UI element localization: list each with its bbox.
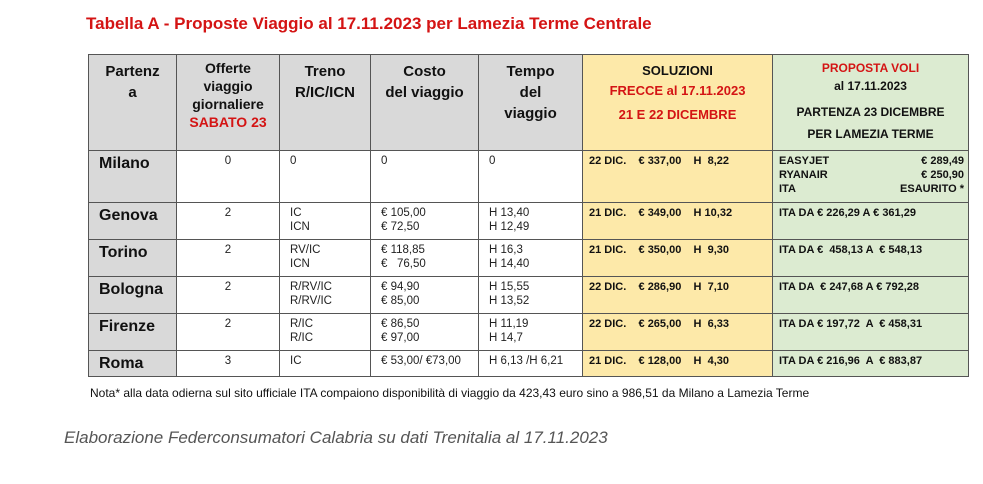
tempo-cell: 0 [479, 151, 583, 203]
soluzione-cell: 21 DIC. € 350,00 H 9,30 [583, 240, 773, 277]
tempo-cell: H 6,13 /H 6,21 [479, 351, 583, 377]
city-cell: Roma [89, 351, 177, 377]
table-row [89, 351, 969, 377]
header-voli: PROPOSTA VOLI al 17.11.2023 PARTENZA 23 DICEMBRE PER LAMEZIA TERME [773, 55, 969, 151]
treno-cell: R/IC R/IC [280, 314, 371, 351]
voli-line: EASYJET € 289,49 [779, 155, 964, 167]
costo-cell: € 105,00 € 72,50 [371, 203, 479, 240]
voli-cell: ITA DA € 458,13 A € 548,13 [773, 240, 969, 277]
tempo-cell: H 13,40 H 12,49 [479, 203, 583, 240]
soluzione-cell: 21 DIC. € 128,00 H 4,30 [583, 351, 773, 377]
tempo-cell: H 15,55 H 13,52 [479, 277, 583, 314]
table-row [89, 240, 969, 277]
offerte-cell: 0 [177, 151, 280, 203]
soluzione-cell: 21 DIC. € 349,00 H 10,32 [583, 203, 773, 240]
header-row [89, 55, 969, 151]
costo-cell: € 94,90 € 85,00 [371, 277, 479, 314]
offerte-cell: 2 [177, 277, 280, 314]
treno-cell: IC ICN [280, 203, 371, 240]
costo-cell: € 53,00/ €73,00 [371, 351, 479, 377]
costo-cell: € 86,50 € 97,00 [371, 314, 479, 351]
treno-cell: RV/IC ICN [280, 240, 371, 277]
city-cell: Milano [89, 151, 177, 203]
offerte-cell: 3 [177, 351, 280, 377]
header-costo: Costo del viaggio [371, 55, 479, 151]
header-partenza: Partenz a [89, 55, 177, 151]
voli-cell: ITA DA € 216,96 A € 883,87 [773, 351, 969, 377]
offerte-cell: 2 [177, 314, 280, 351]
treno-cell: R/RV/IC R/RV/IC [280, 277, 371, 314]
table-row [89, 151, 969, 203]
voli-line: ITA ESAURITO * [779, 183, 964, 195]
header-offerte: Offerte viaggio giornaliere SABATO 23 [177, 55, 280, 151]
costo-cell: 0 [371, 151, 479, 203]
city-cell: Bologna [89, 277, 177, 314]
travel-table [88, 54, 969, 377]
soluzione-cell: 22 DIC. € 286,90 H 7,10 [583, 277, 773, 314]
city-cell: Torino [89, 240, 177, 277]
voli-cell [773, 151, 969, 203]
treno-cell: 0 [280, 151, 371, 203]
tempo-cell: H 11,19 H 14,7 [479, 314, 583, 351]
city-cell: Genova [89, 203, 177, 240]
offerte-cell: 2 [177, 203, 280, 240]
soluzione-cell: 22 DIC. € 337,00 H 8,22 [583, 151, 773, 203]
caption: Elaborazione Federconsumatori Calabria su dati Trenitalia al 17.11.2023 [64, 428, 608, 447]
table-row [89, 314, 969, 351]
treno-cell: IC [280, 351, 371, 377]
header-treno: Treno R/IC/ICN [280, 55, 371, 151]
table-row [89, 277, 969, 314]
voli-line: RYANAIR € 250,90 [779, 169, 964, 181]
voli-cell: ITA DA € 197,72 A € 458,31 [773, 314, 969, 351]
soluzione-cell: 22 DIC. € 265,00 H 6,33 [583, 314, 773, 351]
city-cell: Firenze [89, 314, 177, 351]
header-soluzioni: SOLUZIONI FRECCE al 17.11.2023 21 E 22 DICEMBRE [583, 55, 773, 151]
voli-cell: ITA DA € 247,68 A € 792,28 [773, 277, 969, 314]
header-tempo: Tempo del viaggio [479, 55, 583, 151]
tempo-cell: H 16,3 H 14,40 [479, 240, 583, 277]
offerte-cell: 2 [177, 240, 280, 277]
costo-cell: € 118,85 € 76,50 [371, 240, 479, 277]
voli-cell: ITA DA € 226,29 A € 361,29 [773, 203, 969, 240]
table-title: Tabella A - Proposte Viaggio al 17.11.2023 per Lamezia Terme Centrale [86, 14, 652, 33]
table-row [89, 203, 969, 240]
footnote: Nota* alla data odierna sul sito ufficiale ITA compaiono disponibilità di viaggio da 423,43 euro sino a 986,51 da Milano a Lamezia Terme [90, 386, 810, 400]
